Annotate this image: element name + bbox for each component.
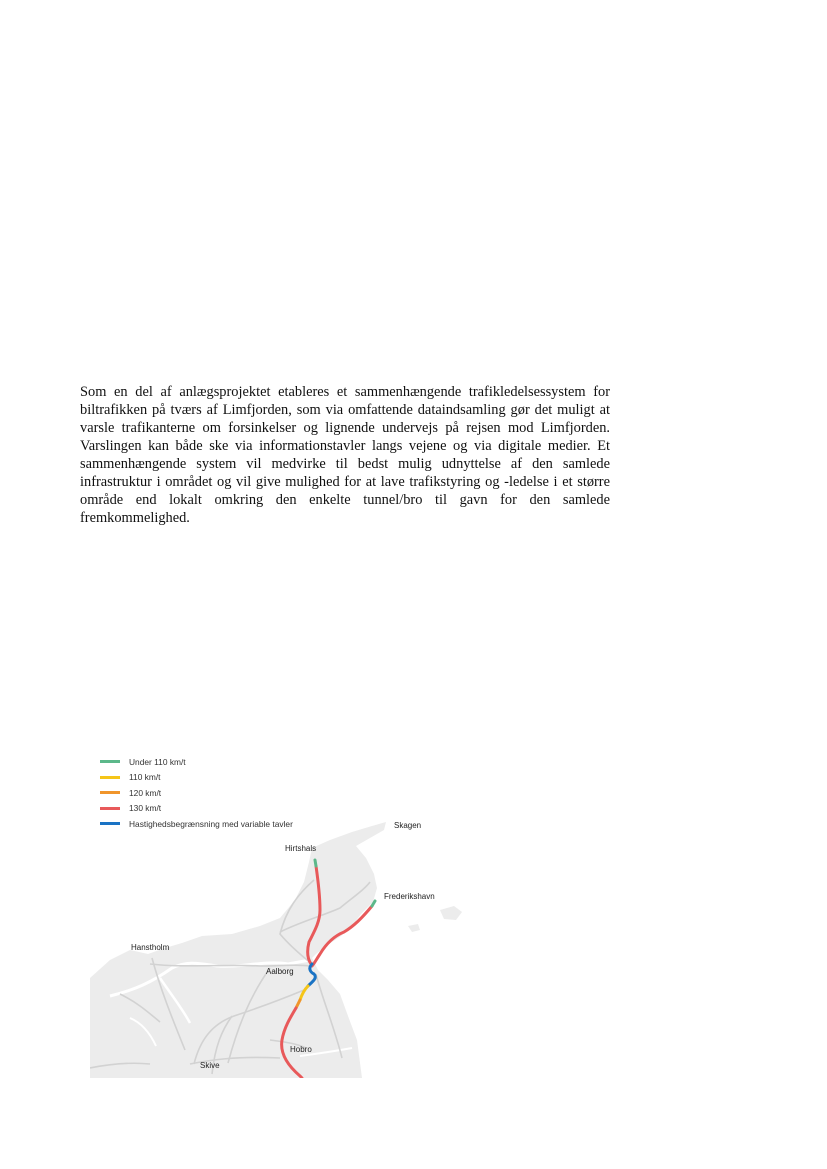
legend-item-110 [100,770,293,786]
road-map [90,818,470,1078]
legend-swatch-red [100,807,120,810]
legend-swatch-yellow [100,776,120,779]
legend-label: 110 km/t [129,772,161,783]
legend-swatch-orange [100,791,120,794]
city-label-frederikshavn: Frederikshavn [384,892,435,901]
legend-item-under-110 [100,754,293,770]
legend-item-120 [100,785,293,801]
city-label-skagen: Skagen [394,821,422,830]
legend-label: 130 km/t [129,803,162,814]
island-laeso [440,906,462,920]
city-label-skive: Skive [200,1061,220,1070]
legend-label: 120 km/t [129,787,162,798]
city-label-aalborg: Aalborg [266,967,294,976]
city-label-hanstholm: Hanstholm [131,943,170,952]
city-label-hirtshals: Hirtshals [285,844,317,853]
island-anholt [408,924,420,932]
legend-swatch-green [100,760,120,763]
legend-item-130 [100,801,293,817]
legend-label: Under 110 km/t [129,756,186,767]
city-label-hobro: Hobro [290,1045,312,1054]
highway-hirtshals-green [315,860,316,866]
legend-label: Hastighedsbegrænsning med variable tavler [129,818,293,829]
body-paragraph: Som en del af anlægsprojektet etableres et sammenhængende trafikledelsessystem for biltrafikken på tværs af Limfjorden, som via omfattende dataindsamling gør det muligt at varsle trafikanterne om forsinkelser og lignende undervejs på rejsen mod Limfjorden. Varslingen kan både ske via informationstavler langs vejene og via digitale medier. Et sammenhængende system vil medvirke til bedst mulig udnyttelse af den samlede infrastruktur i området og vil give mulighed for at lave trafikstyring og -ledelse i et større område end lokalt omkring den enkelte tunnel/bro til gavn for den samlede fremkommelighed. [80,384,610,526]
